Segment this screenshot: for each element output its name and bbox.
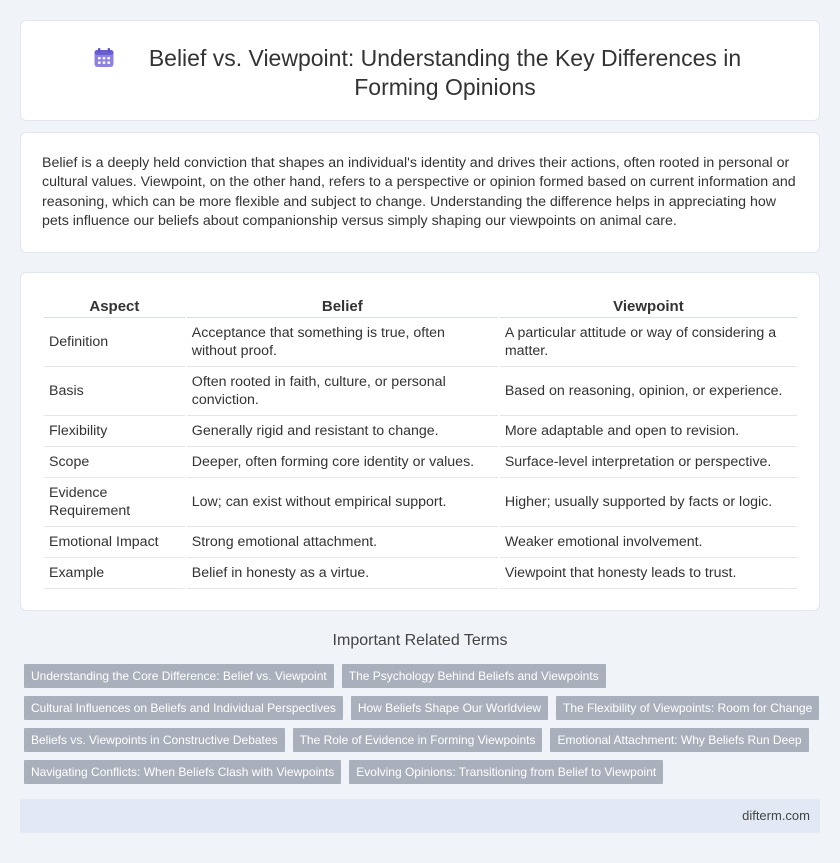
row-belief: Often rooted in faith, culture, or personal conviction. <box>187 367 498 416</box>
related-term-tag[interactable]: The Role of Evidence in Forming Viewpoints <box>293 728 543 752</box>
row-belief: Deeper, often forming core identity or values. <box>187 447 498 478</box>
row-viewpoint: A particular attitude or way of considering a matter. <box>500 318 797 367</box>
row-viewpoint: Viewpoint that honesty leads to trust. <box>500 558 797 589</box>
related-term-tag[interactable]: Beliefs vs. Viewpoints in Constructive Debates <box>24 728 285 752</box>
row-aspect: Flexibility <box>44 416 185 447</box>
page-title: Belief vs. Viewpoint: Understanding the Key Differences in Forming Opinions <box>148 45 742 100</box>
title-card <box>20 20 820 121</box>
header-aspect: Aspect <box>44 296 185 318</box>
row-belief: Low; can exist without empirical support. <box>187 478 498 527</box>
table-row <box>44 367 797 416</box>
row-aspect: Example <box>44 558 185 589</box>
row-belief: Acceptance that something is true, often without proof. <box>187 318 498 367</box>
row-viewpoint: Based on reasoning, opinion, or experience. <box>500 367 797 416</box>
comparison-table <box>42 296 799 589</box>
row-aspect: Evidence Requirement <box>44 478 185 527</box>
table-row <box>44 318 797 367</box>
related-term-tag[interactable]: Understanding the Core Difference: Belief vs. Viewpoint <box>24 664 334 688</box>
table-row <box>44 558 797 589</box>
row-viewpoint: More adaptable and open to revision. <box>500 416 797 447</box>
row-aspect: Definition <box>44 318 185 367</box>
row-viewpoint: Surface-level interpretation or perspective. <box>500 447 797 478</box>
related-term-tag[interactable]: Cultural Influences on Beliefs and Individual Perspectives <box>24 696 343 720</box>
table-row <box>44 478 797 527</box>
table-row <box>44 527 797 558</box>
related-terms-title: Important Related Terms <box>332 632 508 649</box>
header-viewpoint: Viewpoint <box>500 296 797 318</box>
row-viewpoint: Higher; usually supported by facts or logic. <box>500 478 797 527</box>
row-aspect: Scope <box>44 447 185 478</box>
intro-paragraph: Belief is a deeply held conviction that shapes an individual's identity and drives their actions, often rooted in personal or cultural values. Viewpoint, on the other hand, refers to a perspective or opinion formed based on current information and reasoning, which can be more flexible and subject to change. Understanding the difference helps in appreciating how pets influence our beliefs about companionship versus simply shaping our viewpoints on animal care. <box>42 155 796 230</box>
table-header-row <box>44 296 797 318</box>
related-term-tag[interactable]: Navigating Conflicts: When Beliefs Clash with Viewpoints <box>24 760 341 784</box>
intro-card <box>20 132 820 253</box>
row-belief: Belief in honesty as a virtue. <box>187 558 498 589</box>
row-viewpoint: Weaker emotional involvement. <box>500 527 797 558</box>
table-row <box>44 416 797 447</box>
table-row <box>44 447 797 478</box>
related-term-tag[interactable]: The Flexibility of Viewpoints: Room for Change <box>556 696 819 720</box>
footer-site-link[interactable]: difterm.com <box>742 808 810 823</box>
header-belief: Belief <box>187 296 498 318</box>
related-term-tag[interactable]: Emotional Attachment: Why Beliefs Run Deep <box>550 728 808 752</box>
related-term-tag[interactable]: The Psychology Behind Beliefs and Viewpoints <box>342 664 606 688</box>
row-aspect: Basis <box>44 367 185 416</box>
related-term-tag[interactable]: How Beliefs Shape Our Worldview <box>351 696 548 720</box>
row-belief: Strong emotional attachment. <box>187 527 498 558</box>
related-terms-list <box>24 664 824 792</box>
comparison-card <box>20 272 820 611</box>
row-aspect: Emotional Impact <box>44 527 185 558</box>
related-term-tag[interactable]: Evolving Opinions: Transitioning from Belief to Viewpoint <box>349 760 663 784</box>
row-belief: Generally rigid and resistant to change. <box>187 416 498 447</box>
footer <box>20 799 820 833</box>
